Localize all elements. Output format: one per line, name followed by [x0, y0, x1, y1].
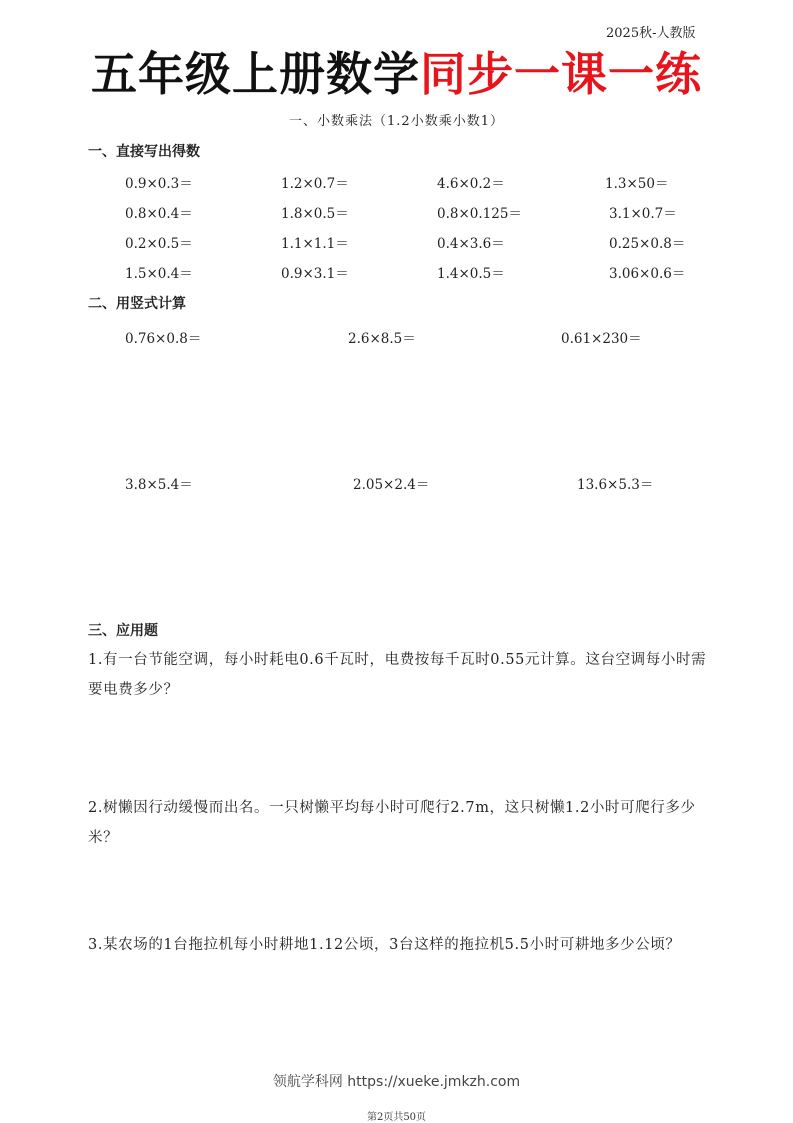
- oral-calc-item: 3.1×0.7＝: [609, 206, 677, 222]
- page-title: [0, 44, 793, 104]
- title-red-part: 同步一课一练: [420, 47, 702, 101]
- oral-calc-item: 1.1×1.1＝: [281, 236, 349, 252]
- oral-calc-item: 0.8×0.4＝: [125, 206, 193, 222]
- section-heading-vertical-calc: 二、用竖式计算: [88, 296, 186, 312]
- oral-calc-item: 1.2×0.7＝: [281, 176, 349, 192]
- page-number: 第2页共50页: [366, 1112, 427, 1123]
- word-problem: 2.树懒因行动缓慢而出名。一只树懒平均每小时可爬行2.7m，这只树懒1.2小时可爬行多少米？: [88, 800, 696, 846]
- vertical-calc-item: 0.76×0.8＝: [125, 331, 202, 347]
- footer-website: 领航学科网 https://xueke.jmkzh.com: [272, 1074, 521, 1090]
- oral-calc-item: 0.25×0.8＝: [609, 236, 686, 252]
- lesson-subtitle: 一、小数乘法（1.2小数乘小数1）: [289, 114, 504, 129]
- oral-calc-item: 0.4×3.6＝: [437, 236, 505, 252]
- vertical-calc-item: 2.05×2.4＝: [353, 477, 430, 493]
- oral-calc-item: 1.4×0.5＝: [437, 266, 505, 282]
- oral-calc-item: 0.8×0.125＝: [437, 206, 522, 222]
- oral-calc-item: 3.06×0.6＝: [609, 266, 686, 282]
- vertical-calc-item: 0.61×230＝: [561, 331, 642, 347]
- oral-calc-item: 0.9×0.3＝: [125, 176, 193, 192]
- edition-label: 2025秋-人教版: [606, 26, 696, 41]
- title-black-part: 五年级上册数学: [91, 47, 420, 101]
- section-heading-direct-answers: 一、直接写出得数: [88, 144, 200, 160]
- oral-calc-item: 0.9×3.1＝: [281, 266, 349, 282]
- vertical-calc-item: 3.8×5.4＝: [125, 477, 193, 493]
- vertical-calc-item: 13.6×5.3＝: [577, 477, 654, 493]
- oral-calc-item: 4.6×0.2＝: [437, 176, 505, 192]
- oral-calc-item: 1.3×50＝: [605, 176, 669, 192]
- word-problem: 3.某农场的1台拖拉机每小时耕地1.12公顷，3台这样的拖拉机5.5小时可耕地多少公顷？: [88, 937, 681, 953]
- word-problem: 1.有一台节能空调，每小时耗电0.6千瓦时，电费按每千瓦时0.55元计算。这台空调每小时需要电费多少？: [88, 652, 707, 698]
- oral-calc-item: 1.5×0.4＝: [125, 266, 193, 282]
- section-heading-word-problems: 三、应用题: [88, 623, 158, 639]
- oral-calc-item: 1.8×0.5＝: [281, 206, 349, 222]
- oral-calc-item: 0.2×0.5＝: [125, 236, 193, 252]
- vertical-calc-item: 2.6×8.5＝: [348, 331, 416, 347]
